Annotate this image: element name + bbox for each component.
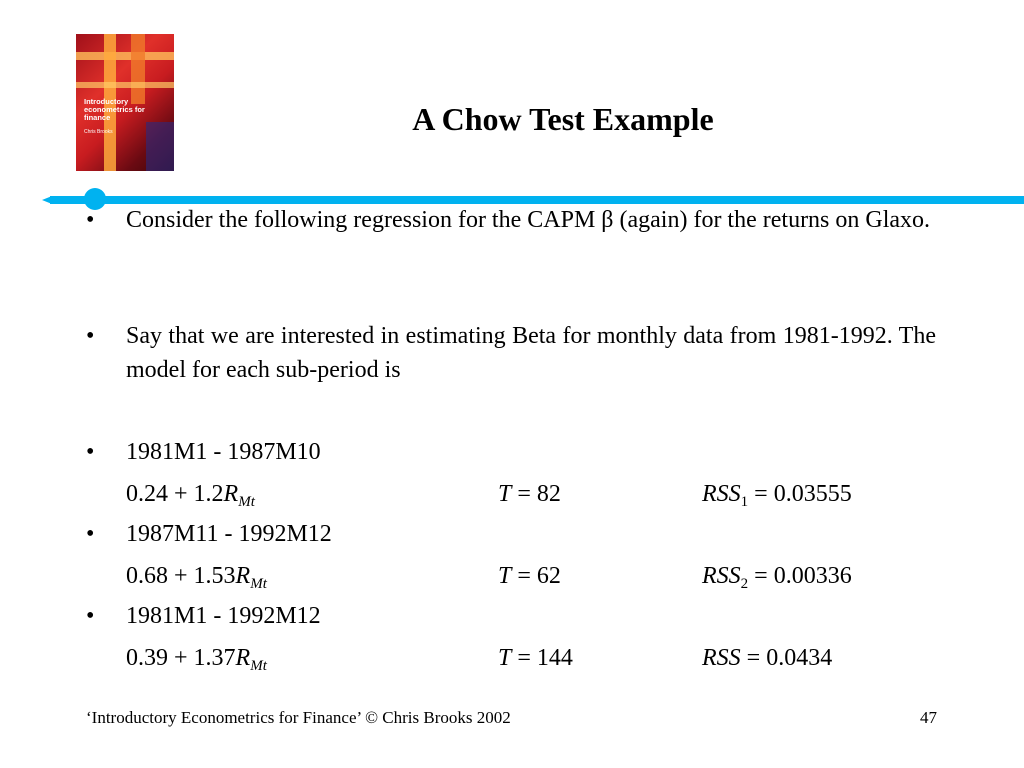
bullet-glyph: • <box>86 439 95 465</box>
sample-size: T = 62 <box>498 563 561 589</box>
book-cover-image <box>76 34 174 171</box>
cover-stripe <box>76 82 174 88</box>
cover-author: Chris Brooks <box>84 129 113 135</box>
sample-size: T = 144 <box>498 645 573 671</box>
period-label: 1987M11 - 1992M12 <box>126 521 332 547</box>
page-number: 47 <box>920 708 937 727</box>
slide-title: A Chow Test Example <box>412 101 714 137</box>
regression-equation: $0.68 + 1.53R_{Mt}$ <box>126 563 267 592</box>
period-result-row <box>126 559 926 593</box>
sample-size: T = 82 <box>498 481 561 507</box>
period-bullet <box>86 599 936 633</box>
period-label: 1981M1 - 1992M12 <box>126 603 321 629</box>
regression-equation: $0.39 + 1.37R_{Mt}$ <box>126 645 267 674</box>
period-label: 1981M1 - 1987M10 <box>126 439 321 465</box>
cover-stripe <box>131 34 145 104</box>
bullet-item <box>86 319 936 387</box>
bullet-glyph: • <box>86 603 95 629</box>
footer-citation: ‘Introductory Econometrics for Finance’ © Chris Brooks 2002 <box>86 708 511 727</box>
cover-stripe <box>146 122 174 171</box>
cover-title: Introductory econometrics for finance <box>84 97 145 122</box>
period-result-row <box>126 641 926 675</box>
regression-equation: $0.24 + 1.2R_{Mt}$ <box>126 481 255 510</box>
bullet-item <box>86 203 936 237</box>
bullet-glyph: • <box>86 207 95 233</box>
bullet-text: Say that we are interested in estimating Beta for monthly data from 1981-1992. The model for each sub-period is <box>126 323 936 383</box>
period-bullet <box>86 517 936 551</box>
bullet-glyph: • <box>86 521 95 547</box>
bullet-text: Consider the following regression for the CAPM β (again) for the returns on Glaxo. <box>126 207 931 233</box>
bullet-glyph: • <box>86 323 95 349</box>
rss-value: $RSS_1 = 0.03555$ <box>702 481 852 510</box>
period-result-row <box>126 477 926 511</box>
rss-value: RSS = 0.0434 <box>702 645 833 671</box>
period-bullet <box>86 435 936 469</box>
rss-value: $RSS_2 = 0.00336$ <box>702 563 852 592</box>
